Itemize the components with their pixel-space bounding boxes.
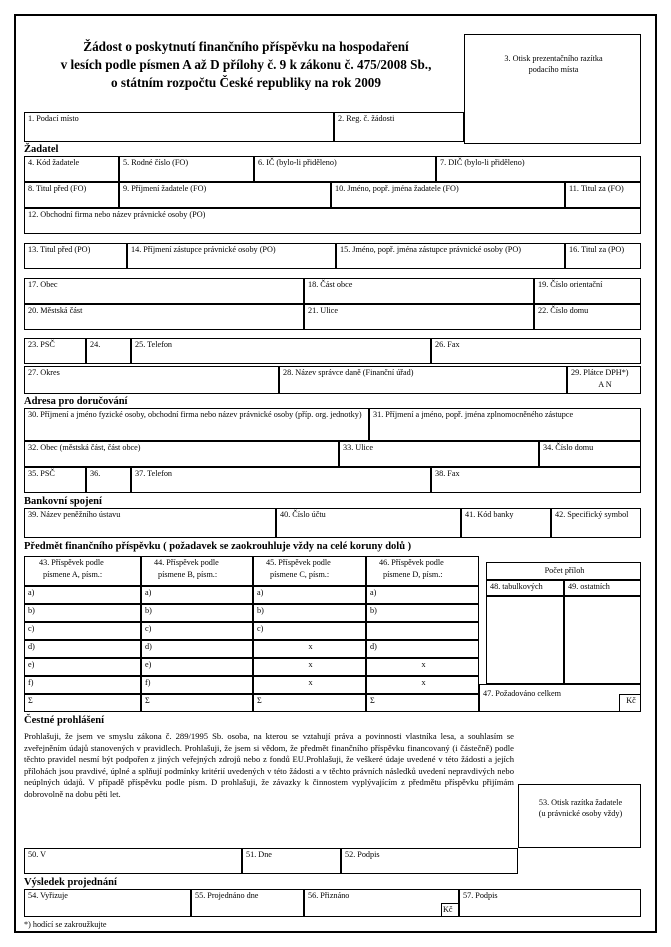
field-51-label: 51. Dne [246,850,272,859]
predmet-cell-a-1[interactable] [141,586,253,604]
field-56-kc-label: Kč [443,905,453,914]
prilohy-title: Počet příloh [544,566,585,575]
predmet-cell-label: f) [28,678,34,687]
field-55-label: 55. Projednáno dne [195,891,259,900]
predmet-cell-f-2[interactable] [253,676,366,694]
predmet-col-0-num: 43. Příspěvek podle [39,558,104,567]
predmet-col-header-2 [253,556,366,586]
predmet-cell-label: c) [257,624,264,633]
field-49-value[interactable] [564,596,641,684]
predmet-cell-label: x [421,660,426,669]
field-10-label: 10. Jméno, popř. jména žadatele (FO) [335,184,459,193]
field-dic[interactable] [436,156,641,182]
predmet-cell-label: b) [257,606,264,615]
field-7-label: 7. DIČ (bylo-li přiděleno) [440,158,525,167]
predmet-cell-label: c) [145,624,152,633]
predmet-cell-c-2[interactable] [253,622,366,640]
predmet-cell-f-3[interactable] [366,676,479,694]
field-kod-zadatele[interactable] [24,156,119,182]
field-cast-obce[interactable] [304,278,534,304]
stamp-line-2: podacího místa [528,65,579,74]
predmet-col-2-sub: písmene C, písm.: [270,570,330,579]
field-39-label: 39. Název peněžního ústavu [28,510,121,519]
field-50-label: 50. V [28,850,47,859]
kc-label: Kč [626,696,636,705]
field-kod-banky[interactable] [461,508,551,538]
field-24[interactable] [86,338,131,364]
predmet-col-1-sub: písmene B, písm.: [158,570,218,579]
predmet-cell-label: a) [257,588,264,597]
field-titul-pred-fo[interactable] [24,182,119,208]
field-52-label: 52. Podpis [345,850,380,859]
predmet-cell-b-3[interactable] [366,604,479,622]
section-banka: Bankovní spojení [24,496,102,507]
field-56-kc-box [441,903,459,917]
field-prijmeni-zastupce-po[interactable] [127,243,336,269]
form-sheet [14,14,657,933]
predmet-cell-label: c) [28,624,35,633]
field-6-label: 6. IČ (bylo-li přiděleno) [258,158,337,167]
field-20-label: 20. Městská část [28,306,83,315]
field-27-label: 27. Okres [28,368,60,377]
field-mestska-cast[interactable] [24,304,304,330]
predmet-cell-label: x [308,642,313,651]
predmet-cell-label: b) [28,606,35,615]
predmet-col-3-sub: písmene D, písm.: [383,570,443,579]
field-reg-cislo-zadosti[interactable] [334,112,464,142]
field-53-line-1: 53. Otisk razítka žadatele [538,798,623,807]
title-line-2: v lesích podle písmen A až D přílohy č. 9 k zákonu č. 475/2008 Sb., [60,57,432,72]
predmet-cell-label: d) [28,642,35,651]
predmet-cell-a-2[interactable] [253,586,366,604]
field-57-podpis[interactable] [459,889,641,917]
predmet-cell-label: f) [145,678,151,687]
predmet-col-header-0 [24,556,141,586]
title-line-1: Žádost o poskytnutí finančního příspěvku na hospodaření [83,39,409,54]
predmet-col-1-num: 44. Příspěvek podle [154,558,219,567]
section-predmet: Předmět finančního příspěvku ( požadavek se zaokrouhluje vždy na celé koruny dolů ) [24,541,412,552]
field-53-line-2: (u právnické osoby vždy) [538,809,623,818]
field-33-label: 33. Ulice [343,443,374,452]
field-jmeno-zadatele[interactable] [331,182,565,208]
field-sprava-dane[interactable] [279,366,567,394]
predmet-cell-e-3[interactable] [366,658,479,676]
predmet-cell-d-2[interactable] [253,640,366,658]
predmet-cell-e-2[interactable] [253,658,366,676]
field-zplnomocneny-zastupce[interactable] [369,408,641,441]
predmet-cell-sum-1[interactable] [141,694,253,712]
field-prijmeni-zadatele[interactable] [119,182,331,208]
field-36[interactable] [86,467,131,493]
predmet-col-header-3 [366,556,479,586]
field-18-label: 18. Část obce [308,280,353,289]
predmet-cell-label: e) [145,660,152,669]
field-1-label: 1. Podací místo [28,114,79,123]
field-rodne-cislo[interactable] [119,156,254,182]
field-23-label: 23. PSČ [28,340,55,349]
field-16-label: 16. Titul za (PO) [569,245,625,254]
field-42-label: 42. Specifický symbol [555,510,629,519]
predmet-col-header-1 [141,556,253,586]
field-2-label: 2. Reg. č. žádosti [338,114,395,123]
field-19-label: 19. Číslo orientační [538,280,603,289]
predmet-cell-label: e) [28,660,35,669]
field-54-label: 54. Vyřizuje [28,891,68,900]
field-22-label: 22. Číslo domu [538,306,589,315]
field-8-label: 8. Titul před (FO) [28,184,87,193]
predmet-cell-label: a) [28,588,35,597]
field-24-label: 24. [90,340,101,349]
field-47-kc [619,694,641,712]
field-penezni-ustav[interactable] [24,508,276,538]
predmet-cell-e-1[interactable] [141,658,253,676]
predmet-cell-b-0[interactable] [24,604,141,622]
field-32-label: 32. Obec (městská část, část obce) [28,443,141,452]
predmet-cell-label: x [308,678,313,687]
predmet-cell-a-0[interactable] [24,586,141,604]
predmet-cell-label: d) [145,642,152,651]
field-psc[interactable] [24,338,86,364]
field-38-label: 38. Fax [435,469,460,478]
section-adresa: Adresa pro doručování [24,396,128,407]
field-30-label: 30. Příjmení a jméno fyzické osoby, obchodní firma nebo název právnické osoby (příp. org. jednotky) [28,410,362,419]
prilohy-title-box [486,562,641,580]
field-21-label: 21. Ulice [308,306,339,315]
predmet-cell-label: Σ [145,696,150,705]
field-56-label: 56. Přiznáno [308,891,350,900]
predmet-cell-label: x [421,678,426,687]
predmet-cell-sum-2[interactable] [253,694,366,712]
predmet-cell-d-3[interactable] [366,640,479,658]
field-podaci-misto[interactable] [24,112,334,142]
field-34-label: 34. Číslo domu [543,443,594,452]
predmet-cell-label: b) [145,606,152,615]
predmet-cell-f-1[interactable] [141,676,253,694]
field-obchodni-firma-po[interactable] [24,208,641,234]
field-14-label: 14. Příjmení zástupce právnické osoby (PO) [131,245,276,254]
predmet-cell-f-0[interactable] [24,676,141,694]
field-15-label: 15. Jméno, popř. jména zástupce právnické osoby (PO) [340,245,521,254]
predmet-cell-a-3[interactable] [366,586,479,604]
predmet-cell-label: x [308,660,313,669]
predmet-cell-b-2[interactable] [253,604,366,622]
field-47-label: 47. Požadováno celkem [483,689,561,698]
field-53-razitko-zadatele [518,784,641,848]
predmet-cell-d-0[interactable] [24,640,141,658]
field-41-label: 41. Kód banky [465,510,514,519]
field-titul-za-po[interactable] [565,243,641,269]
field-platce-dph[interactable] [567,366,641,394]
field-4-label: 4. Kód žadatele [28,158,80,167]
field-35-label: 35. PSČ [28,469,55,478]
field-adresa-cislo-domu[interactable] [539,441,641,467]
field-okres[interactable] [24,366,279,394]
field-telefon[interactable] [131,338,431,364]
field-11-label: 11. Titul za (FO) [569,184,624,193]
declaration-text: Prohlašuji, že jsem ve smyslu zákona č. 289/1995 Sb. osoba, na kterou se vztahují práva a povinnosti vlastníka lesa, a souhlasím se zveřejněním údajů stanovených v pravidlech. Prohlašuji, že jsem si vědom, že předmět finančního příspěvku financovaný (i částečně) podle těchto pravidel nesmí být podpořen z jiných veřejných zdrojů nebo z fondů EU.Prohlašuji, že veškeré údaje uvedené v této žádosti a jejích přílohách jsou pravdivé, úplné a splňují podmínky kritérií uvedených v této žádosti a v těchto právních následků uvedení nepravdivých nebo neúplných údajů. V případě příspěvku podle písm. D prohlašuji, že závazky k činnostem vyplývajícím z předmětu příspěvku přijímám dobrovolně na dobu pěti let. [24,731,514,799]
field-48-tabulkovych[interactable] [486,580,564,596]
field-25-label: 25. Telefon [135,340,173,349]
field-specificky-symbol[interactable] [551,508,641,538]
field-57-label: 57. Podpis [463,891,498,900]
predmet-cell-sum-0[interactable] [24,694,141,712]
field-titul-pred-po[interactable] [24,243,127,269]
predmet-col-2-num: 45. Příspěvek podle [266,558,331,567]
field-cislo-uctu[interactable] [276,508,461,538]
predmet-cell-label: Σ [370,696,375,705]
field-31-label: 31. Příjmení a jméno, popř. jména zplnomocněného zástupce [373,410,574,419]
field-ulice[interactable] [304,304,534,330]
field-50-v[interactable] [24,848,242,874]
field-adresa-obec[interactable] [24,441,339,467]
field-adresa-psc[interactable] [24,467,86,493]
predmet-cell-c-1[interactable] [141,622,253,640]
predmet-cell-e-0[interactable] [24,658,141,676]
field-13-label: 13. Titul před (PO) [28,245,91,254]
field-9-label: 9. Příjmení žadatele (FO) [123,184,207,193]
field-titul-za-fo[interactable] [565,182,641,208]
predmet-cell-label: a) [145,588,152,597]
field-17-label: 17. Obec [28,280,58,289]
predmet-cell-c-0[interactable] [24,622,141,640]
field-47-pozadovano-celkem[interactable] [479,684,641,712]
field-fax[interactable] [431,338,641,364]
field-49-ostatnich[interactable] [564,580,641,596]
predmet-cell-sum-3[interactable] [366,694,479,712]
section-cestne-prohlaseni: Čestné prohlášení [24,715,105,726]
field-48-label: 48. tabulkových [490,582,543,591]
field-5-label: 5. Rodné číslo (FO) [123,158,189,167]
field-adresa-nazev[interactable] [24,408,369,441]
predmet-col-0-sub: písmene A, písm.: [43,570,103,579]
field-26-label: 26. Fax [435,340,460,349]
title-line-3: o státním rozpočtu České republiky na rok 2009 [110,75,381,90]
predmet-col-3-num: 46. Příspěvek podle [379,558,444,567]
field-52-podpis[interactable] [341,848,518,874]
field-ic[interactable] [254,156,436,182]
field-51-dne[interactable] [242,848,341,874]
section-vysledek: Výsledek projednání [24,877,117,888]
field-cislo-domu[interactable] [534,304,641,330]
field-adresa-fax[interactable] [431,467,641,493]
predmet-cell-label: a) [370,588,377,597]
field-48-value[interactable] [486,596,564,684]
field-12-label: 12. Obchodní firma nebo název právnické osoby (PO) [28,210,206,219]
field-jmeno-zastupce-po[interactable] [336,243,565,269]
stamp-box [464,34,641,144]
field-54-vyrizuje[interactable] [24,889,191,917]
field-adresa-telefon[interactable] [131,467,431,493]
field-obec[interactable] [24,278,304,304]
field-37-label: 37. Telefon [135,469,173,478]
field-36-label: 36. [90,469,101,478]
field-29-label: 29. Plátce DPH*) [571,368,629,377]
field-29-options[interactable]: A N [598,380,612,389]
predmet-cell-label: b) [370,606,377,615]
stamp-line-1: 3. Otisk prezentačního razítka [504,54,603,63]
page-title [36,38,456,92]
field-40-label: 40. Číslo účtu [280,510,326,519]
predmet-cell-label: d) [370,642,377,651]
predmet-cell-b-1[interactable] [141,604,253,622]
field-cislo-orientacni[interactable] [534,278,641,304]
predmet-cell-label: Σ [28,696,33,705]
field-55-projednano-dne[interactable] [191,889,304,917]
predmet-cell-c-3[interactable] [366,622,479,640]
section-zadatel: Žadatel [24,144,59,155]
footnote: *) hodící se zakroužkujte [24,920,107,929]
field-28-label: 28. Název správce daně (Finanční úřad) [283,368,414,377]
field-adresa-ulice[interactable] [339,441,539,467]
predmet-cell-label: Σ [257,696,262,705]
predmet-cell-d-1[interactable] [141,640,253,658]
field-49-label: 49. ostatních [568,582,610,591]
field-56-priznano[interactable] [304,889,459,917]
